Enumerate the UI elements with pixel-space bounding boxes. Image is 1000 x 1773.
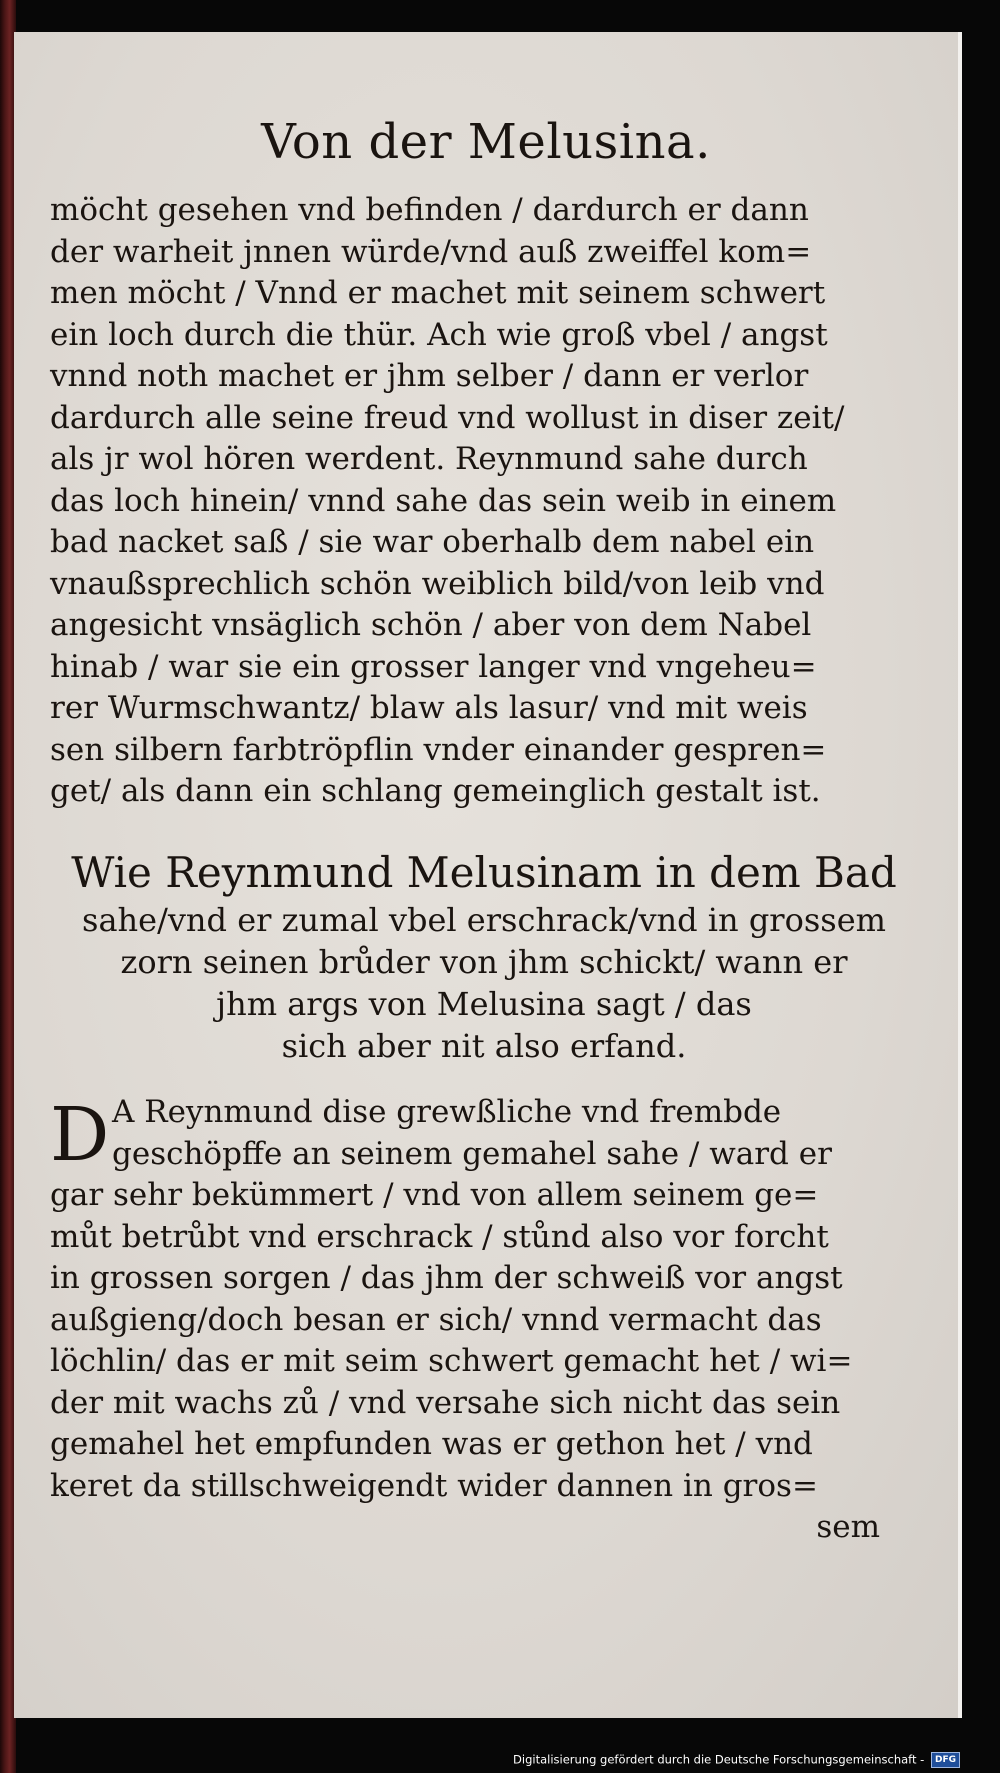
text-line: in grossen sorgen / das jhm der schweiß vor angst <box>50 1260 843 1296</box>
chapter-heading <box>34 847 934 1067</box>
text-line: A Reynmund dise grewßliche vnd frembde <box>112 1094 782 1130</box>
text-line: gar sehr bekümmert / vnd von allem seinem ge= <box>50 1177 819 1213</box>
decorated-initial: D <box>50 1092 110 1178</box>
heading-line: Wie Reynmund Melusinam in dem Bad <box>71 848 897 897</box>
heading-line: sahe/vnd er zumal vbel erschrack/vnd in grossem <box>82 901 886 939</box>
dfg-logo: DFG <box>931 1752 960 1768</box>
text-line: angesicht vnsäglich schön / aber von dem Nabel <box>50 607 812 643</box>
paragraph-1 <box>50 190 890 813</box>
heading-line: jhm args von Melusina sagt / das <box>216 985 752 1023</box>
running-title: Von der Melusina. <box>261 114 711 170</box>
book-page <box>14 32 962 1718</box>
heading-line: zorn seinen brůder von jhm schickt/ wann er <box>120 943 848 981</box>
digitization-credit <box>513 1752 960 1768</box>
text-line: men möcht / Vnnd er machet mit seinem schwert <box>50 275 826 311</box>
text-line: sen silbern farbtröpflin vnder einander gespren= <box>50 731 827 768</box>
text-line: der warheit jnnen würde/vnd auß zweiffel kom= <box>50 233 812 270</box>
text-line: hinab / war sie ein grosser langer vnd vngeheu= <box>50 648 817 685</box>
text-line: vnaußsprechlich schön weiblich bild/von leib vnd <box>50 565 825 602</box>
text-line: das loch hinein/ vnnd sahe das sein weib in einem <box>50 482 837 519</box>
credit-text: Digitalisierung gefördert durch die Deutsche Forschungsgemeinschaft - <box>513 1752 925 1767</box>
text-line: außgieng/doch besan er sich/ vnnd vermacht das <box>50 1301 822 1338</box>
text-line: dardurch alle seine freud vnd wollust in diser zeit/ <box>50 399 845 436</box>
text-line: vnnd noth machet er jhm selber / dann er verlor <box>50 358 809 394</box>
text-line: ein loch durch die thür. Ach wie groß vbel / angst <box>50 316 828 353</box>
text-line: als jr wol hören werdent. Reynmund sahe durch <box>50 441 808 477</box>
catchword: sem <box>816 1509 880 1545</box>
text-line: get/ als dann ein schlang gemeinglich gestalt ist. <box>50 773 821 809</box>
heading-line: sich aber nit also erfand. <box>281 1027 687 1065</box>
text-line: der mit wachs zů / vnd versahe sich nicht das sein <box>50 1384 841 1421</box>
text-line: rer Wurmschwantz/ blaw als lasur/ vnd mit weis <box>50 690 808 726</box>
text-line: möcht gesehen vnd befinden / dardurch er dann <box>50 192 809 228</box>
text-line: keret da stillschweigendt wider dannen in gros= <box>50 1467 818 1504</box>
text-line: můt betrůbt vnd erschrack / stůnd also vor forcht <box>50 1218 829 1255</box>
text-line: geschöpffe an seinem gemahel sahe / ward er <box>112 1135 832 1172</box>
text-line: gemahel het empfunden was er gethon het / vnd <box>50 1426 813 1462</box>
text-line: löchlin/ das er mit seim schwert gemacht het / wi= <box>50 1343 853 1379</box>
paragraph-2 <box>50 1092 890 1549</box>
text-line: bad nacket saß / sie war oberhalb dem nabel ein <box>50 524 815 560</box>
